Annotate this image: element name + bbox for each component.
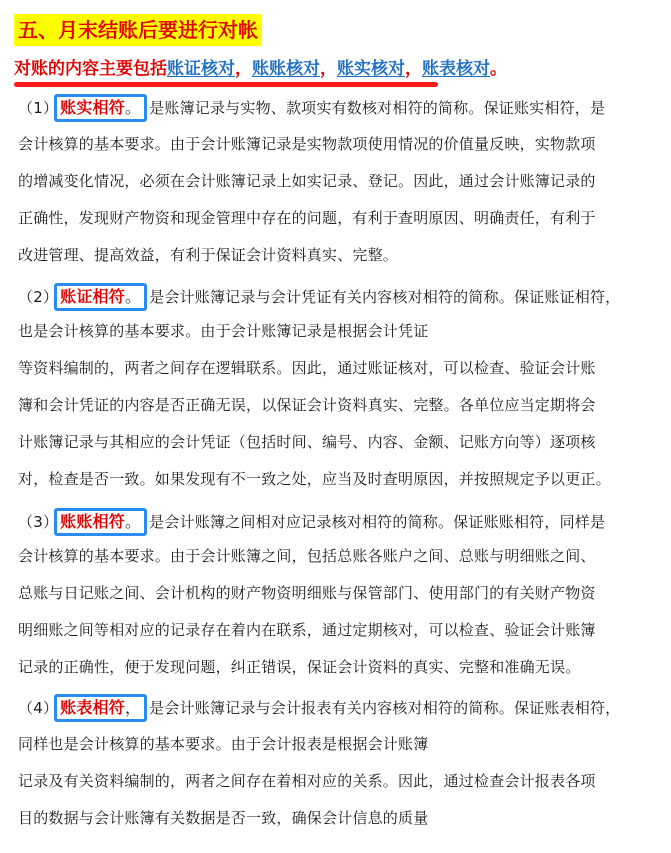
link-physical-check[interactable]: 账实核对 bbox=[337, 59, 405, 79]
summary-end: 。 bbox=[490, 59, 507, 79]
paragraph-line: 簿和会计凭证的内容是否正确无误，以保证会计资料真实、完整。各单位应当定期将会 bbox=[18, 396, 596, 414]
section-3-head bbox=[18, 508, 605, 536]
separator: ， bbox=[235, 59, 252, 79]
paragraph-line: 目的数据与会计账簿有关数据是否一致，确保会计信息的质量 bbox=[18, 809, 429, 827]
paragraph-line: 同样也是会计核算的基本要求。由于会计报表是根据会计账簿 bbox=[18, 735, 429, 753]
link-voucher-check[interactable]: 账证核对 bbox=[167, 59, 235, 79]
term-tag-ledger: 账账相符。 bbox=[54, 508, 147, 536]
paragraph-line: 计账簿记录与其相应的会计凭证（包括时间、编号、内容、金额、记账方向等）逐项核 bbox=[18, 433, 596, 451]
term-tag-voucher: 账证相符。 bbox=[54, 283, 147, 311]
paragraph-line: 明细账之间等相对应的记录存在着内在联系，通过定期核对，可以检查、验证会计账簿 bbox=[18, 621, 596, 639]
summary-lead: 对账的内容主要包括 bbox=[14, 59, 167, 79]
paragraph-line: 正确性，发现财产物资和现金管理中存在的问题，有利于查明原因、明确责任，有利于 bbox=[18, 209, 596, 227]
paragraph-line: 会计核算的基本要求。由于会计账簿记录是实物款项使用情况的价值量反映，实物款项 bbox=[18, 135, 596, 153]
section-4-head bbox=[18, 694, 620, 722]
separator: ， bbox=[405, 59, 422, 79]
summary-line bbox=[14, 56, 507, 82]
term-tag-statement: 账表相符， bbox=[54, 694, 147, 722]
paragraph-line: 改进管理、提高效益，有利于保证会计资料真实、完整。 bbox=[18, 246, 399, 264]
paragraph-line: 等资料编制的，两者之间存在逻辑联系。因此，通过账证核对，可以检查、验证会计账 bbox=[18, 359, 596, 377]
separator: ， bbox=[320, 59, 337, 79]
section-1-head bbox=[18, 94, 605, 122]
paragraph-text: 是账簿记录与实物、款项实有数核对相符的简称。保证账实相符，是 bbox=[149, 99, 606, 117]
section-number: （4） bbox=[18, 699, 59, 717]
term-tag-physical: 账实相符。 bbox=[54, 94, 147, 122]
paragraph-line: 对，检查是否一致。如果发现有不一致之处，应当及时查明原因，并按照规定予以更正。 bbox=[18, 470, 611, 488]
paragraph-line: 总账与日记账之间、会计机构的财产物资明细账与保管部门、使用部门的有关财产物资 bbox=[18, 584, 596, 602]
paragraph-line: 也是会计核算的基本要求。由于会计账簿记录是根据会计凭证 bbox=[18, 322, 429, 340]
paragraph-line: 记录的正确性，便于发现问题，纠正错误，保证会计资料的真实、完整和准确无误。 bbox=[18, 658, 581, 676]
paragraph-text: 是会计账簿记录与会计凭证有关内容核对相符的简称。保证账证相符， bbox=[149, 288, 621, 306]
link-ledger-check[interactable]: 账账核对 bbox=[252, 59, 320, 79]
paragraph-line: 的增减变化情况，必须在会计账簿记录上如实记录、登记。因此，通过会计账簿记录的 bbox=[18, 172, 596, 190]
section-number: （1） bbox=[18, 99, 59, 117]
section-number: （2） bbox=[18, 288, 59, 306]
paragraph-text: 是会计账簿记录与会计报表有关内容核对相符的简称。保证账表相符， bbox=[149, 699, 621, 717]
section-title: 五、月末结账后要进行对帐 bbox=[14, 14, 262, 46]
link-statement-check[interactable]: 账表核对 bbox=[422, 59, 490, 79]
section-number: （3） bbox=[18, 513, 59, 531]
section-2-head bbox=[18, 283, 620, 311]
paragraph-line: 会计核算的基本要求。由于会计账簿之间，包括总账各账户之间、总账与明细账之间、 bbox=[18, 547, 596, 565]
paragraph-text: 是会计账簿之间相对应记录核对相符的简称。保证账账相符，同样是 bbox=[149, 513, 606, 531]
paragraph-line: 记录及有关资料编制的，两者之间存在着相对应的关系。因此，通过检查会计报表各项 bbox=[18, 772, 596, 790]
highlight-underline bbox=[14, 82, 438, 87]
